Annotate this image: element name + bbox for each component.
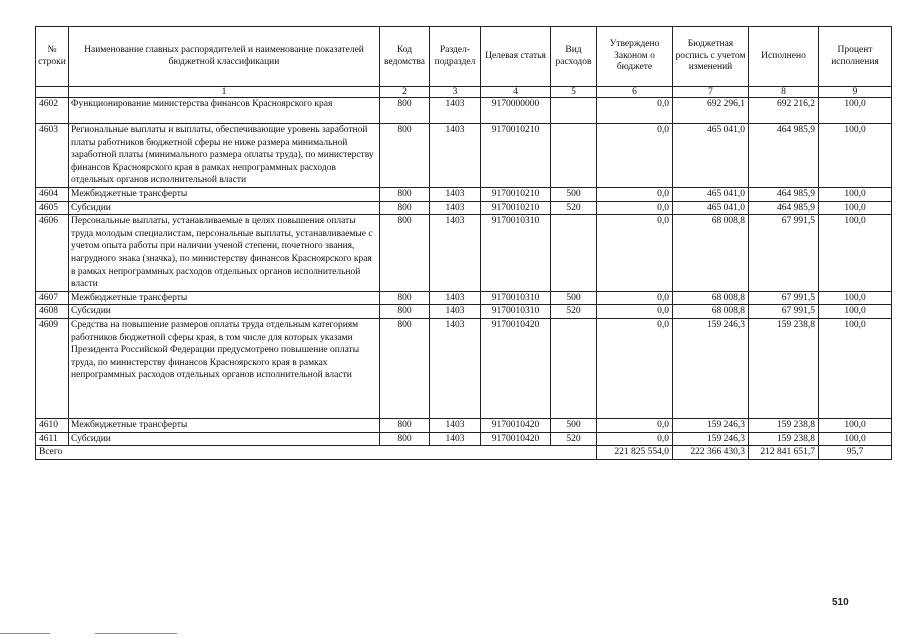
cell-name: Персональные выплаты, устанавливаемые в целях повышения оплаты труда молодым специалистам, персональные выплаты, устанавливаемые с учетом опыта работы при наличии ученой степени, почетного звания, нагрудного знака (значка), по министерству финансов Красноярского края в рамках непрограммных расходов отдельных органов исполнительной власти (69, 215, 380, 292)
cell-percent: 100,0 (819, 291, 892, 305)
cell-percent: 100,0 (819, 418, 892, 432)
cell-name: Межбюджетные трансферты (69, 187, 380, 201)
column-number: 5 (551, 87, 597, 98)
cell-target-article: 9170010420 (481, 432, 551, 446)
cell-name: Межбюджетные трансферты (69, 418, 380, 432)
header-expense-kind: Вид расходов (551, 27, 597, 87)
cell-executed: 67 991,5 (749, 305, 819, 319)
cell-section: 1403 (430, 318, 481, 418)
header-dept-code: Код ведомства (380, 27, 430, 87)
header-target-article: Целевая статья (481, 27, 551, 87)
cell-executed: 464 985,9 (749, 187, 819, 201)
cell-budget: 465 041,0 (673, 201, 749, 215)
cell-expense-kind (551, 124, 597, 188)
header-executed: Исполнено (749, 27, 819, 87)
cell-budget: 68 008,8 (673, 215, 749, 292)
header-row (36, 27, 892, 87)
cell-budget: 465 041,0 (673, 124, 749, 188)
total-row (36, 446, 892, 460)
table-row (36, 318, 892, 418)
total-executed: 212 841 651,7 (749, 446, 819, 460)
cell-dept-code: 800 (380, 215, 430, 292)
cell-percent: 100,0 (819, 215, 892, 292)
cell-executed: 159 238,8 (749, 432, 819, 446)
cell-name: Субсидии (69, 201, 380, 215)
cell-expense-kind: 520 (551, 432, 597, 446)
cell-section: 1403 (430, 215, 481, 292)
cell-target-article: 9170010420 (481, 418, 551, 432)
cell-budget: 465 041,0 (673, 187, 749, 201)
cell-section: 1403 (430, 305, 481, 319)
cell-approved: 0,0 (597, 318, 673, 418)
cell-row-number: 4605 (36, 201, 69, 215)
column-number: 9 (819, 87, 892, 98)
cell-target-article: 9170010210 (481, 124, 551, 188)
cell-executed: 67 991,5 (749, 215, 819, 292)
column-number-row (36, 87, 892, 98)
table-row (36, 124, 892, 188)
table-row (36, 98, 892, 124)
cell-row-number: 4603 (36, 124, 69, 188)
cell-approved: 0,0 (597, 305, 673, 319)
table-row (36, 418, 892, 432)
cell-expense-kind: 520 (551, 201, 597, 215)
header-name: Наименование главных распорядителей и наименование показателей бюджетной классификации (69, 27, 380, 87)
cell-approved: 0,0 (597, 291, 673, 305)
cell-executed: 159 238,8 (749, 418, 819, 432)
column-number: 1 (69, 87, 380, 98)
cell-dept-code: 800 (380, 187, 430, 201)
cell-expense-kind (551, 98, 597, 124)
cell-row-number: 4610 (36, 418, 69, 432)
column-number: 3 (430, 87, 481, 98)
cell-dept-code: 800 (380, 305, 430, 319)
header-section: Раздел-подраздел (430, 27, 481, 87)
cell-percent: 100,0 (819, 187, 892, 201)
cell-approved: 0,0 (597, 98, 673, 124)
cell-row-number: 4609 (36, 318, 69, 418)
cell-section: 1403 (430, 418, 481, 432)
page-number: 510 (832, 597, 849, 608)
cell-executed: 464 985,9 (749, 124, 819, 188)
budget-execution-table (35, 26, 892, 460)
cell-section: 1403 (430, 187, 481, 201)
cell-target-article: 9170010210 (481, 201, 551, 215)
cell-percent: 100,0 (819, 98, 892, 124)
cell-target-article: 9170010310 (481, 305, 551, 319)
cell-section: 1403 (430, 201, 481, 215)
scan-artifact (95, 633, 177, 634)
total-label: Всего (36, 446, 597, 460)
cell-target-article: 9170010420 (481, 318, 551, 418)
cell-budget: 159 246,3 (673, 318, 749, 418)
cell-section: 1403 (430, 98, 481, 124)
cell-approved: 0,0 (597, 418, 673, 432)
cell-approved: 0,0 (597, 187, 673, 201)
cell-target-article: 9170010310 (481, 291, 551, 305)
header-row-number: № строки (36, 27, 69, 87)
table-body (36, 98, 892, 446)
column-number: 8 (749, 87, 819, 98)
cell-expense-kind: 500 (551, 187, 597, 201)
cell-expense-kind: 520 (551, 305, 597, 319)
cell-name: Региональные выплаты и выплаты, обеспечивающие уровень заработной платы работников бюджетной сферы не ниже размера минимальной заработной платы (минимального размера оплаты труда), по министерству финансов Красноярского края в рамках непрограммных расходов отдельных органов исполнительной власти (69, 124, 380, 188)
cell-row-number: 4611 (36, 432, 69, 446)
cell-approved: 0,0 (597, 432, 673, 446)
cell-expense-kind: 500 (551, 418, 597, 432)
cell-row-number: 4602 (36, 98, 69, 124)
cell-budget: 159 246,3 (673, 418, 749, 432)
cell-row-number: 4606 (36, 215, 69, 292)
cell-name: Межбюджетные трансферты (69, 291, 380, 305)
cell-dept-code: 800 (380, 418, 430, 432)
cell-name: Субсидии (69, 432, 380, 446)
cell-row-number: 4607 (36, 291, 69, 305)
column-number (36, 87, 69, 98)
cell-section: 1403 (430, 124, 481, 188)
cell-dept-code: 800 (380, 318, 430, 418)
cell-approved: 0,0 (597, 215, 673, 292)
cell-percent: 100,0 (819, 305, 892, 319)
cell-row-number: 4604 (36, 187, 69, 201)
cell-executed: 692 216,2 (749, 98, 819, 124)
cell-section: 1403 (430, 291, 481, 305)
total-approved: 221 825 554,0 (597, 446, 673, 460)
header-budget-schedule: Бюджетная роспись с учетом изменений (673, 27, 749, 87)
cell-executed: 159 238,8 (749, 318, 819, 418)
cell-expense-kind (551, 215, 597, 292)
table-row (36, 215, 892, 292)
table-row (36, 187, 892, 201)
cell-budget: 68 008,8 (673, 291, 749, 305)
cell-percent: 100,0 (819, 124, 892, 188)
cell-percent: 100,0 (819, 318, 892, 418)
cell-row-number: 4608 (36, 305, 69, 319)
total-budget: 222 366 430,3 (673, 446, 749, 460)
cell-budget: 159 246,3 (673, 432, 749, 446)
cell-percent: 100,0 (819, 432, 892, 446)
cell-dept-code: 800 (380, 201, 430, 215)
cell-name: Функционирование министерства финансов Красноярского края (69, 98, 380, 124)
cell-dept-code: 800 (380, 98, 430, 124)
column-number: 7 (673, 87, 749, 98)
cell-budget: 692 296,1 (673, 98, 749, 124)
cell-percent: 100,0 (819, 201, 892, 215)
cell-target-article: 9170000000 (481, 98, 551, 124)
cell-budget: 68 008,8 (673, 305, 749, 319)
total-percent: 95,7 (819, 446, 892, 460)
table-row (36, 201, 892, 215)
cell-executed: 464 985,9 (749, 201, 819, 215)
cell-name: Средства на повышение размеров оплаты труда отдельным категориям работников бюджетной сферы края, в том числе для которых указами Президента Российской Федерации предусмотрено повышение оплаты труда, по министерству финансов Красноярского края в рамках непрограммных расходов отдельных органов исполнительной власти (69, 318, 380, 418)
budget-table-sheet (35, 26, 891, 460)
table-row (36, 291, 892, 305)
header-approved: Утверждено Законом о бюджете (597, 27, 673, 87)
cell-expense-kind: 500 (551, 291, 597, 305)
cell-dept-code: 800 (380, 124, 430, 188)
cell-executed: 67 991,5 (749, 291, 819, 305)
table-row (36, 432, 892, 446)
column-number: 4 (481, 87, 551, 98)
column-number: 6 (597, 87, 673, 98)
cell-target-article: 9170010210 (481, 187, 551, 201)
cell-name: Субсидии (69, 305, 380, 319)
scan-artifact (0, 633, 50, 634)
cell-dept-code: 800 (380, 432, 430, 446)
cell-section: 1403 (430, 432, 481, 446)
cell-dept-code: 800 (380, 291, 430, 305)
cell-expense-kind (551, 318, 597, 418)
table-row (36, 305, 892, 319)
header-percent: Процент исполнения (819, 27, 892, 87)
cell-approved: 0,0 (597, 124, 673, 188)
cell-target-article: 9170010310 (481, 215, 551, 292)
cell-approved: 0,0 (597, 201, 673, 215)
column-number: 2 (380, 87, 430, 98)
